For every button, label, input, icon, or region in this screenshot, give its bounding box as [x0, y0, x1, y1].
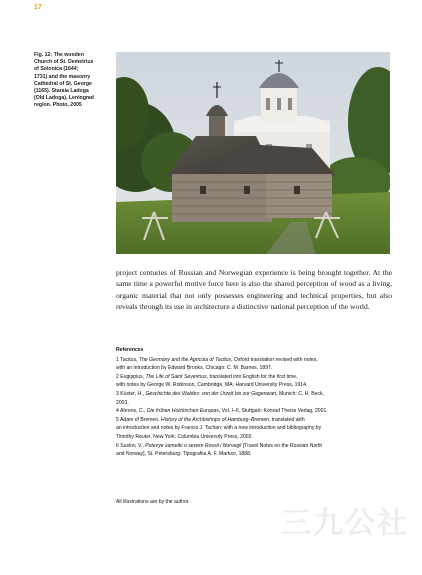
- caption-line: Fig. 12: The wooden: [34, 52, 84, 58]
- references-title: References: [116, 347, 144, 353]
- reference-line: [116, 450, 392, 459]
- reference-text: 6 Suslov, V.,: [116, 442, 146, 449]
- reference-item: [116, 356, 392, 373]
- watermark-logo: 三九公社: [281, 506, 409, 541]
- figure-caption: [34, 52, 110, 110]
- reference-text: 4 Ahrens, C.,: [116, 408, 147, 415]
- caption-line: Church of St. Demetrius: [34, 59, 94, 66]
- reference-item: [116, 373, 392, 390]
- reference-item: [116, 390, 392, 407]
- reference-title: Geschichte des Waldes: von der Urzeit bis zur Gegenwart: [145, 390, 277, 397]
- reference-title: The Life of Saint Severinus: [145, 373, 207, 380]
- reference-text: an introduction and notes by Francis J. Tschan; with a new introduction and bibliography by: [116, 425, 322, 432]
- references-list: [116, 356, 392, 459]
- caption-line: 1731) and the masonry: [34, 73, 91, 80]
- reference-title: Putevye zametki o severe Rossii i Norvegii: [145, 442, 242, 449]
- caption-line: region. Photo, 2005: [34, 102, 82, 109]
- reference-title: Die frühen Holzkirchen Europas: [146, 408, 219, 415]
- reference-text: , Oxford translation revised with notes,: [231, 356, 318, 363]
- reference-line: [116, 364, 392, 373]
- reference-text: with an introduction by Edward Brooks, Chicago: C. M. Barnes, 1897.: [116, 365, 273, 372]
- reference-text: 2003.: [116, 399, 129, 406]
- caption-line: (1165). Staraia Ladoga: [34, 88, 89, 95]
- reference-text: 5 Adam of Bremen,: [116, 416, 162, 423]
- reference-text: 3 Küster, H.,: [116, 390, 146, 397]
- reference-text: Timothy Reuter, New York: Columbia University Press, 2002.: [116, 433, 253, 440]
- reference-line: [116, 399, 392, 408]
- reference-line: [116, 442, 392, 451]
- page-number: 17: [34, 4, 42, 11]
- references-section: [116, 346, 392, 459]
- caption-line: Cathedral of St. George: [34, 80, 92, 87]
- reference-line: [116, 381, 392, 390]
- reference-title: The Germany and the Agricola of Tacitus: [138, 356, 232, 363]
- reference-text: , Munich: C. H. Beck,: [276, 390, 325, 397]
- reference-item: [116, 407, 392, 416]
- reference-line: [116, 416, 392, 425]
- reference-item: [116, 416, 392, 442]
- reference-line: [116, 424, 392, 433]
- reference-item: [116, 442, 392, 459]
- church-photo: [116, 52, 390, 254]
- reference-text: 2 Eugippius,: [116, 373, 146, 380]
- reference-line: [116, 356, 392, 365]
- body-paragraph: project centuries of Russian and Norwegian experience is being brought together. At the same time a powerful motive force here is also the shared perception of wood as a living, organic material that not only possesses engineering and technical properties, but also reveals through its use in architecture a distinctive national perception of the world.: [116, 268, 392, 312]
- reference-line: [116, 433, 392, 442]
- caption-line: of Solonica (1644;: [34, 66, 79, 73]
- reference-title: History of the Archbishops of Hamburg–Bremen: [161, 416, 269, 423]
- reference-text: , translated with: [269, 416, 305, 423]
- reference-text: , translated into English for the first time,: [206, 373, 298, 380]
- reference-text: 1 Tacitus,: [116, 356, 139, 363]
- reference-line: [116, 373, 392, 382]
- reference-text: and Norway], St. Petersburg: Tipografiia A. F. Markso, 1888.: [116, 451, 252, 458]
- reference-text: [Travel Notes on the Russian North: [241, 442, 323, 449]
- reference-text: , Vol. I–II, Stuttgart: Konrad Theiss Verlag, 2001.: [218, 408, 328, 415]
- caption-line: (Old Ladoga), Leningrad: [34, 95, 94, 102]
- illustration-credit: All illustrations are by the author.: [116, 499, 190, 505]
- reference-text: with notes by George W. Robinson, Cambridge, MA: Harvard University Press, 1914.: [116, 382, 308, 389]
- reference-line: [116, 407, 392, 416]
- reference-line: [116, 390, 392, 399]
